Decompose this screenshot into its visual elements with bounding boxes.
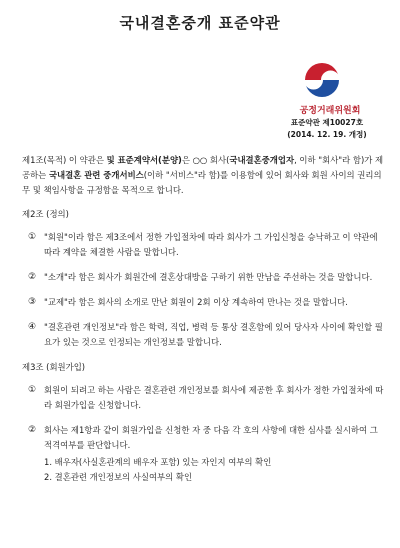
- ftc-emblem-icon: [302, 60, 342, 100]
- document-body: [22, 153, 386, 485]
- article-3-heading: 제3조 (회원가입): [22, 362, 86, 372]
- article-1: [22, 153, 386, 198]
- article-1-text-3: , 이하 "회사"라 함)가 제공하는: [22, 155, 384, 180]
- article-1-text: 제1조(목적) 이 약관은: [22, 155, 107, 165]
- item-number: ①: [28, 232, 37, 242]
- item-number: ②: [28, 272, 37, 282]
- article-2-item-2: [28, 270, 386, 285]
- article-2-item-1: [28, 230, 386, 260]
- article-1-bold-contract: 및 표준계약서(분양): [106, 155, 182, 165]
- item-text: 회사는 제1항과 같이 회원가입을 신청한 자 중 다음 각 호의 사항에 대한 심사를 실시하여 그 적격여부를 판단합니다.: [44, 425, 378, 450]
- item-number: ②: [28, 425, 37, 435]
- item-number: ③: [28, 297, 37, 307]
- document-title: 국내결혼중개 표준약관: [119, 14, 281, 32]
- item-number: ①: [28, 385, 37, 395]
- article-3-item-1: [28, 383, 386, 413]
- article-2-item-3: [28, 295, 386, 310]
- article-2-heading: 제2조 (정의): [22, 209, 69, 219]
- article-1-bold-broker: 국내결혼중개업자: [229, 155, 295, 165]
- article-2-item-4: [28, 320, 386, 350]
- item-text: "교제"라 함은 회사의 소개로 만난 회원이 2회 이상 계속하여 만나는 것을 말합니다.: [44, 297, 348, 307]
- document-number: 표준약관 제10027호: [290, 118, 364, 127]
- agency-name: 공정거래위원회: [299, 106, 361, 116]
- article-1-text-2: 은 ○○ 회사(: [181, 155, 230, 165]
- article-3-sub-item-2: 2. 결혼관련 개인정보의 사실여부의 확인: [44, 472, 193, 482]
- revision-date: (2014. 12. 19. 개정): [287, 130, 367, 139]
- article-1-text-4: (이하 "서비스"라 함)를 이용함에 있어 회사와 회원 사이의 권리의무 및 책임사항을 규정함을 목적으로 합니다.: [22, 170, 382, 195]
- item-number: ④: [28, 322, 37, 332]
- item-text: "소개"라 함은 회사가 회원간에 결혼상대방을 구하기 위한 만남을 주선하는 것을 말합니다.: [44, 272, 373, 282]
- item-text: 회원이 되려고 하는 사람은 결혼관련 개인정보를 회사에 제공한 후 회사가 정한 가입절차에 따라 회원가입을 신청합니다.: [44, 385, 384, 410]
- article-3-item-2: [28, 423, 386, 453]
- article-1-bold-service: 국내결혼 관련 중개서비스: [48, 170, 144, 180]
- item-text: "회원"이라 함은 제3조에서 정한 가입절차에 따라 회사가 그 가입신청을 승낙하고 이 약관에 따라 계약을 체결한 사람을 말합니다.: [44, 232, 378, 257]
- item-text: "결혼관련 개인정보"라 함은 학력, 직업, 병력 등 통상 결혼함에 있어 당사자 사이에 확인할 필요가 있는 것으로 인정되는 개인정보를 말합니다.: [44, 322, 383, 347]
- article-3-sub-item-1: 1. 배우자(사실혼관계의 배우자 포함) 있는 자인지 여부의 확인: [44, 457, 272, 467]
